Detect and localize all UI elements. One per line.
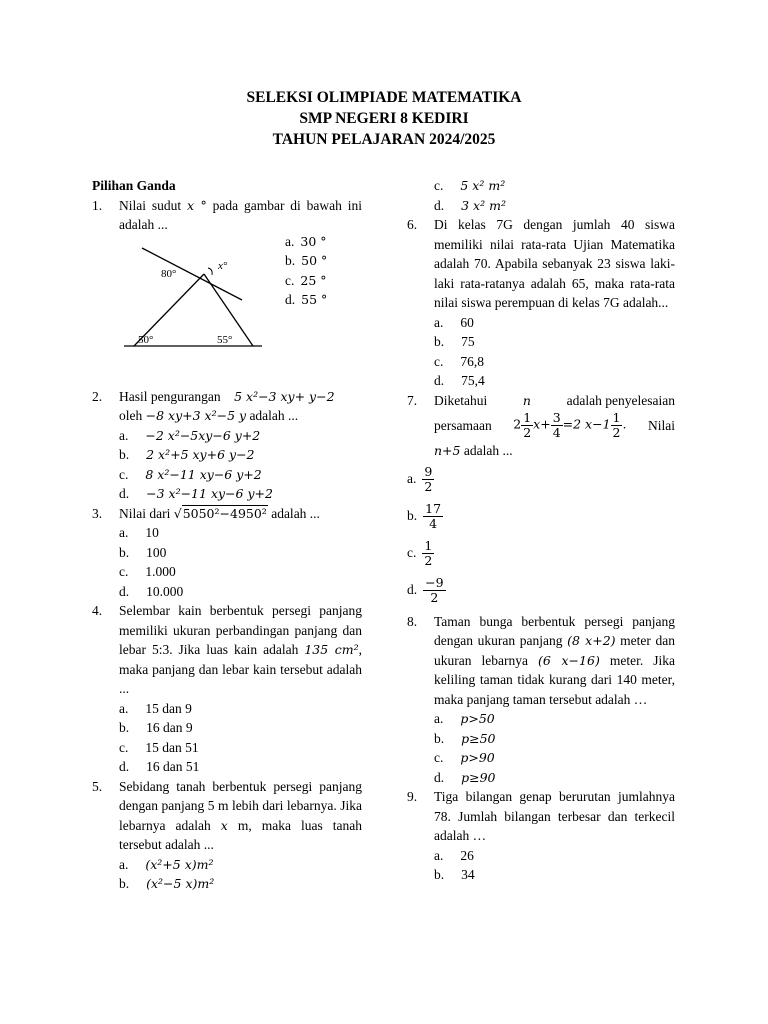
math-var: n — [522, 392, 531, 408]
math-expr: n+5 — [434, 443, 461, 458]
option-a[interactable]: a. −2 x²−5xy−6 y+2 — [119, 427, 261, 443]
question-text: Selembar kain berbentuk persegi panjang memiliki ukuran perbandingan panjang dan lebar 5:3. Jika luas kain adalah 135 cm², maka panjang dan lebar kain tersebut adalah ... — [119, 603, 363, 696]
option-b[interactable]: b. 34 — [434, 867, 475, 882]
question-5 — [92, 777, 362, 855]
option-a[interactable]: a. 10 — [119, 525, 159, 540]
option-d[interactable]: d. $\frac{-9}{2}$ — [407, 574, 444, 605]
option-a[interactable]: a. 15 dan 9 — [119, 700, 192, 716]
question-number: 4. — [92, 603, 103, 618]
question-4 — [92, 601, 362, 699]
question-1 — [92, 196, 362, 235]
triangle-figure — [112, 242, 262, 354]
option-b[interactable]: b. 50 ° — [285, 253, 328, 268]
option-b[interactable]: b. 2 x²+5 xy+6 y−2 — [119, 447, 255, 462]
document-header — [0, 87, 768, 150]
question-text: Hasil pengurangan 5 x²−3 xy+ y−2 oleh −8 xy+3 x²−5 y adalah ... — [119, 388, 335, 423]
transversal-line — [142, 248, 242, 300]
question-text: Taman bunga berbentuk persegi panjang dengan ukuran panjang (8 x+2) meter dan ukuran lebarnya (6 x−16) meter. Jika keliling taman tidak kurang dari 140 meter, maka panjang taman tersebut adalah … — [434, 613, 676, 707]
question-number: 6. — [407, 217, 418, 232]
question-2 — [92, 387, 362, 426]
left-column — [92, 176, 362, 894]
option-c[interactable]: c. 5 x² m² — [434, 178, 506, 193]
question-number: 7. — [407, 392, 418, 408]
option-c[interactable]: c. p>90 — [434, 750, 495, 765]
angle-50-label: 50° — [138, 333, 154, 346]
question-3 — [92, 504, 362, 524]
math-expr: 5050²−4950² — [182, 505, 267, 521]
option-a[interactable]: a. p>50 — [434, 711, 495, 726]
question-7-options — [407, 461, 675, 609]
math-expr: (6 x−16) — [538, 652, 600, 668]
question-text: Di kelas 7G dengan jumlah 40 siswa memiliki nilai rata-rata Ujian Matematika adalah 70. Apabila sebanyak 23 siswa laki-laki rata-ratanya adalah 65, maka rata-rata nilai siswa perempuan di kelas 7G adalah... — [434, 217, 675, 310]
option-b[interactable]: b. $\frac{17}{4}$ — [407, 500, 442, 531]
question-number: 1. — [92, 197, 103, 213]
question-4-options — [92, 699, 362, 777]
option-d[interactable]: d. 10.000 — [119, 583, 184, 599]
question-8-options — [407, 709, 675, 787]
question-8 — [407, 612, 675, 710]
math-expr: −8 xy+3 x²−5 y — [145, 408, 247, 423]
sqrt-sign: √ — [173, 505, 182, 521]
option-a[interactable]: a. $\frac{9}{2}$ — [407, 463, 433, 494]
option-c[interactable]: c. 1.000 — [119, 564, 176, 579]
option-b[interactable]: b. p≥50 — [434, 730, 496, 746]
option-d[interactable]: d. 3 x² m² — [434, 197, 506, 213]
question-6-options — [407, 313, 675, 391]
question-text: Diketahui n adalah penyelesaian persamaan 2 $\frac{1}{2}$ x+ $\frac{3}{4}$ =2 x−1 $\frac{1}{2}$ . Nilai n+5 adalah ... — [434, 392, 675, 458]
question-1-options — [285, 232, 327, 310]
option-d[interactable]: d. 55 ° — [285, 292, 328, 307]
question-2-options — [92, 426, 362, 504]
angle-55-label: 55° — [217, 333, 233, 346]
question-text: Nilai dari √5050²−4950² adalah ... — [119, 505, 320, 521]
option-b[interactable]: b. (x²−5 x)m² — [119, 876, 215, 891]
option-b[interactable]: b. 100 — [119, 544, 167, 560]
option-d[interactable]: d. 75,4 — [434, 373, 485, 388]
question-5-options-cd — [407, 176, 675, 215]
question-5-options-ab — [92, 855, 362, 894]
option-a[interactable]: a. 60 — [434, 314, 474, 330]
option-a[interactable]: a. (x²+5 x)m² — [119, 856, 214, 872]
section-title: Pilihan Ganda — [92, 178, 176, 193]
question-7 — [407, 391, 675, 461]
math-expr: 135 cm² — [304, 642, 359, 657]
option-b[interactable]: b. 16 dan 9 — [119, 720, 193, 735]
right-column — [407, 176, 675, 885]
question-9 — [407, 787, 675, 846]
header-title: SELEKSI OLIMPIADE MATEMATIKA — [246, 89, 522, 106]
equation: 2 $\frac{1}{2}$ x+ $\frac{3}{4}$ =2 x−1 $\frac{1}{2}$ . — [513, 410, 627, 440]
question-text: Nilai sudut x ° pada gambar di bawah ini adalah ... — [119, 197, 363, 232]
question-number: 5. — [92, 778, 103, 794]
angle-x-label: x° — [218, 259, 228, 272]
question-text: Tiga bilangan genap berurutan jumlahnya 78. Jumlah bilangan terbesar dan terkecil adalah … — [434, 789, 675, 843]
angle-80-label: 80° — [161, 267, 177, 280]
option-c[interactable]: c. 15 dan 51 — [119, 739, 199, 755]
option-c[interactable]: c. 25 ° — [285, 272, 327, 288]
math-var: x ° — [186, 197, 207, 213]
option-d[interactable]: d. 16 dan 51 — [119, 759, 200, 774]
math-var: x — [220, 817, 228, 833]
question-number: 8. — [407, 613, 418, 629]
question-6 — [407, 215, 675, 313]
question-3-options — [92, 523, 362, 601]
option-c[interactable]: c. 8 x²−11 xy−6 y+2 — [119, 466, 262, 482]
math-expr: (8 x+2) — [567, 633, 616, 648]
option-a[interactable]: a. 30 ° — [285, 233, 327, 249]
question-1-figure-block — [92, 233, 362, 375]
angle-arc — [208, 268, 212, 275]
option-d[interactable]: d. −3 x²−11 xy−6 y+2 — [119, 486, 273, 501]
option-d[interactable]: d. p≥90 — [434, 769, 496, 785]
option-a[interactable]: a. 26 — [434, 847, 474, 863]
question-text: Sebidang tanah berbentuk persegi panjang dengan panjang 5 m lebih dari lebarnya. Jika lebarnya adalah x m, maka luas tanah tersebut adalah ... — [119, 778, 363, 852]
question-number: 2. — [92, 388, 103, 404]
equation-line: persamaan 2 $\frac{1}{2}$ x+ $\frac{3}{4}$ =2 x−1 $\frac{1}{2}$ . Nilai — [434, 410, 675, 440]
header-school: SMP NEGERI 8 KEDIRI — [299, 110, 469, 127]
question-number: 9. — [407, 789, 418, 804]
math-expr: 5 x²−3 xy+ y−2 — [234, 388, 335, 404]
option-c[interactable]: c. 76,8 — [434, 353, 484, 369]
option-b[interactable]: b. 75 — [434, 334, 475, 349]
question-9-options — [407, 846, 675, 885]
header-year: TAHUN PELAJARAN 2024/2025 — [272, 131, 496, 148]
option-c[interactable]: c. $\frac{1}{2}$ — [407, 537, 433, 568]
question-number: 3. — [92, 505, 103, 521]
